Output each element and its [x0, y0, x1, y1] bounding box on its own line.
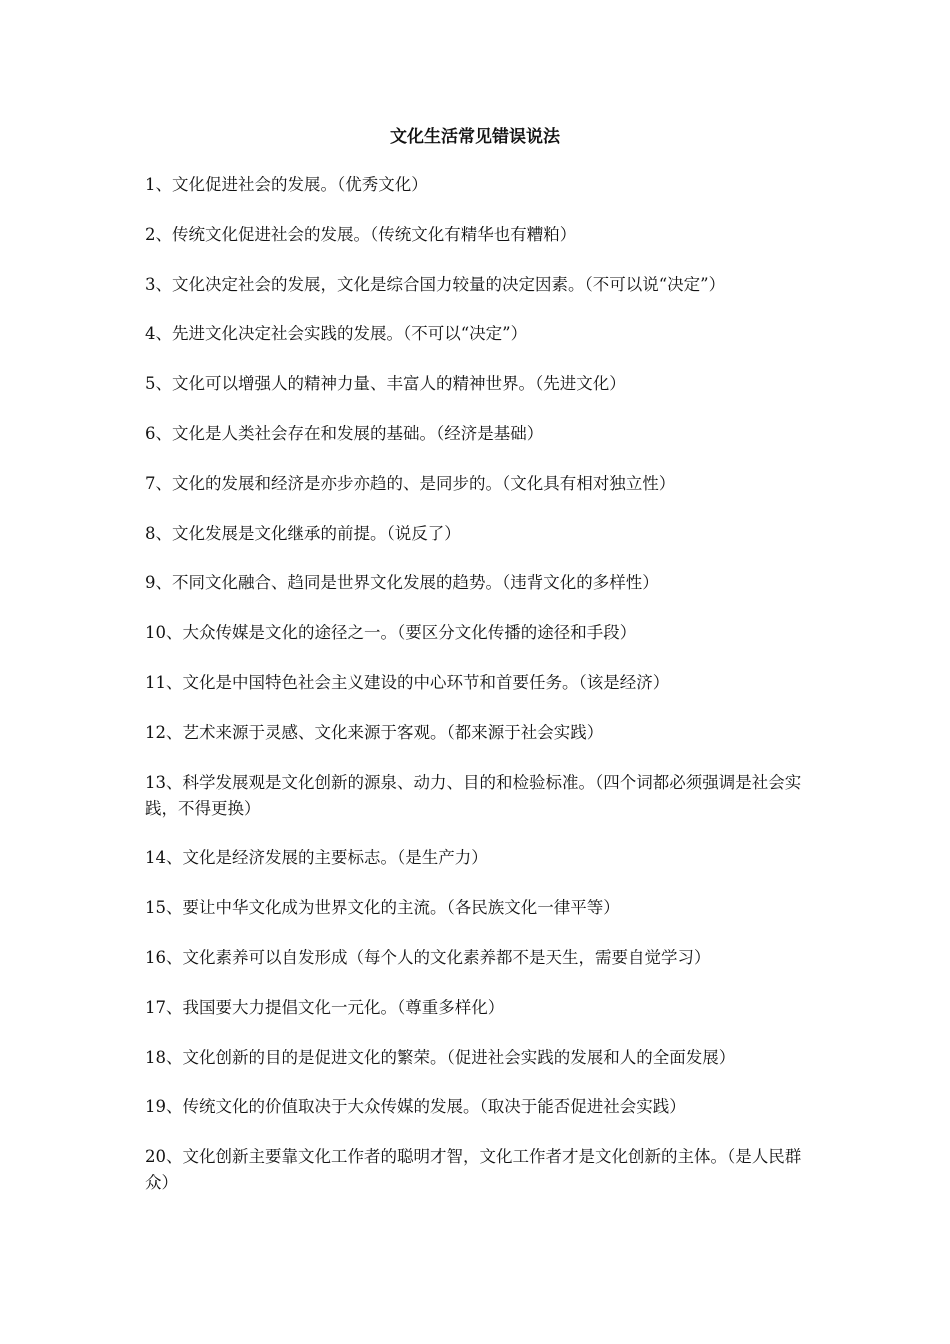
list-item-14: 14、文化是经济发展的主要标志。（是生产力） [145, 848, 488, 868]
list-item-15: 15、要让中华文化成为世界文化的主流。（各民族文化一律平等） [145, 898, 620, 918]
list-item-13: 13、科学发展观是文化创新的源泉、动力、目的和检验标准。（四个词都必须强调是社会实践，不得更换） [145, 772, 802, 818]
list-item-20: 20、文化创新主要靠文化工作者的聪明才智，文化工作者才是文化创新的主体。（是人民群众） [145, 1147, 802, 1193]
list-item-10: 10、大众传媒是文化的途径之一。（要区分文化传播的途径和手段） [145, 623, 637, 643]
list-item-6: 6、文化是人类社会存在和发展的基础。（经济是基础） [145, 423, 544, 443]
document-title: 文化生活常见错误说法 [390, 127, 560, 147]
list-item-4: 4、先进文化决定社会实践的发展。（不可以“决定”） [145, 324, 528, 344]
list-item-2: 2、传统文化促进社会的发展。（传统文化有精华也有糟粕） [145, 224, 577, 244]
list-item-18: 18、文化创新的目的是促进文化的繁荣。（促进社会实践的发展和人的全面发展） [145, 1047, 736, 1067]
list-item-16: 16、文化素养可以自发形成（每个人的文化素养都不是天生，需要自觉学习） [145, 947, 711, 967]
list-item-9: 9、不同文化融合、趋同是世界文化发展的趋势。（违背文化的多样性） [145, 573, 659, 593]
list-item-12: 12、艺术来源于灵感、文化来源于客观。（都来源于社会实践） [145, 722, 604, 742]
list-item-1: 1、文化促进社会的发展。（优秀文化） [145, 175, 428, 194]
list-item-8: 8、文化发展是文化继承的前提。（说反了） [145, 523, 461, 543]
list-item-19: 19、传统文化的价值取决于大众传媒的发展。（取决于能否促进社会实践） [145, 1097, 686, 1117]
list-item-17: 17、我国要大力提倡文化一元化。（尊重多样化） [145, 997, 505, 1017]
list-item-7: 7、文化的发展和经济是亦步亦趋的、是同步的。（文化具有相对独立性） [145, 473, 676, 493]
list-item-3: 3、文化决定社会的发展，文化是综合国力较量的决定因素。（不可以说“决定”） [145, 274, 726, 294]
list-item-11: 11、文化是中国特色社会主义建设的中心环节和首要任务。（该是经济） [145, 672, 670, 692]
list-item-5: 5、文化可以增强人的精神力量、丰富人的精神世界。（先进文化） [145, 374, 626, 394]
error-statement-list [145, 172, 810, 1220]
